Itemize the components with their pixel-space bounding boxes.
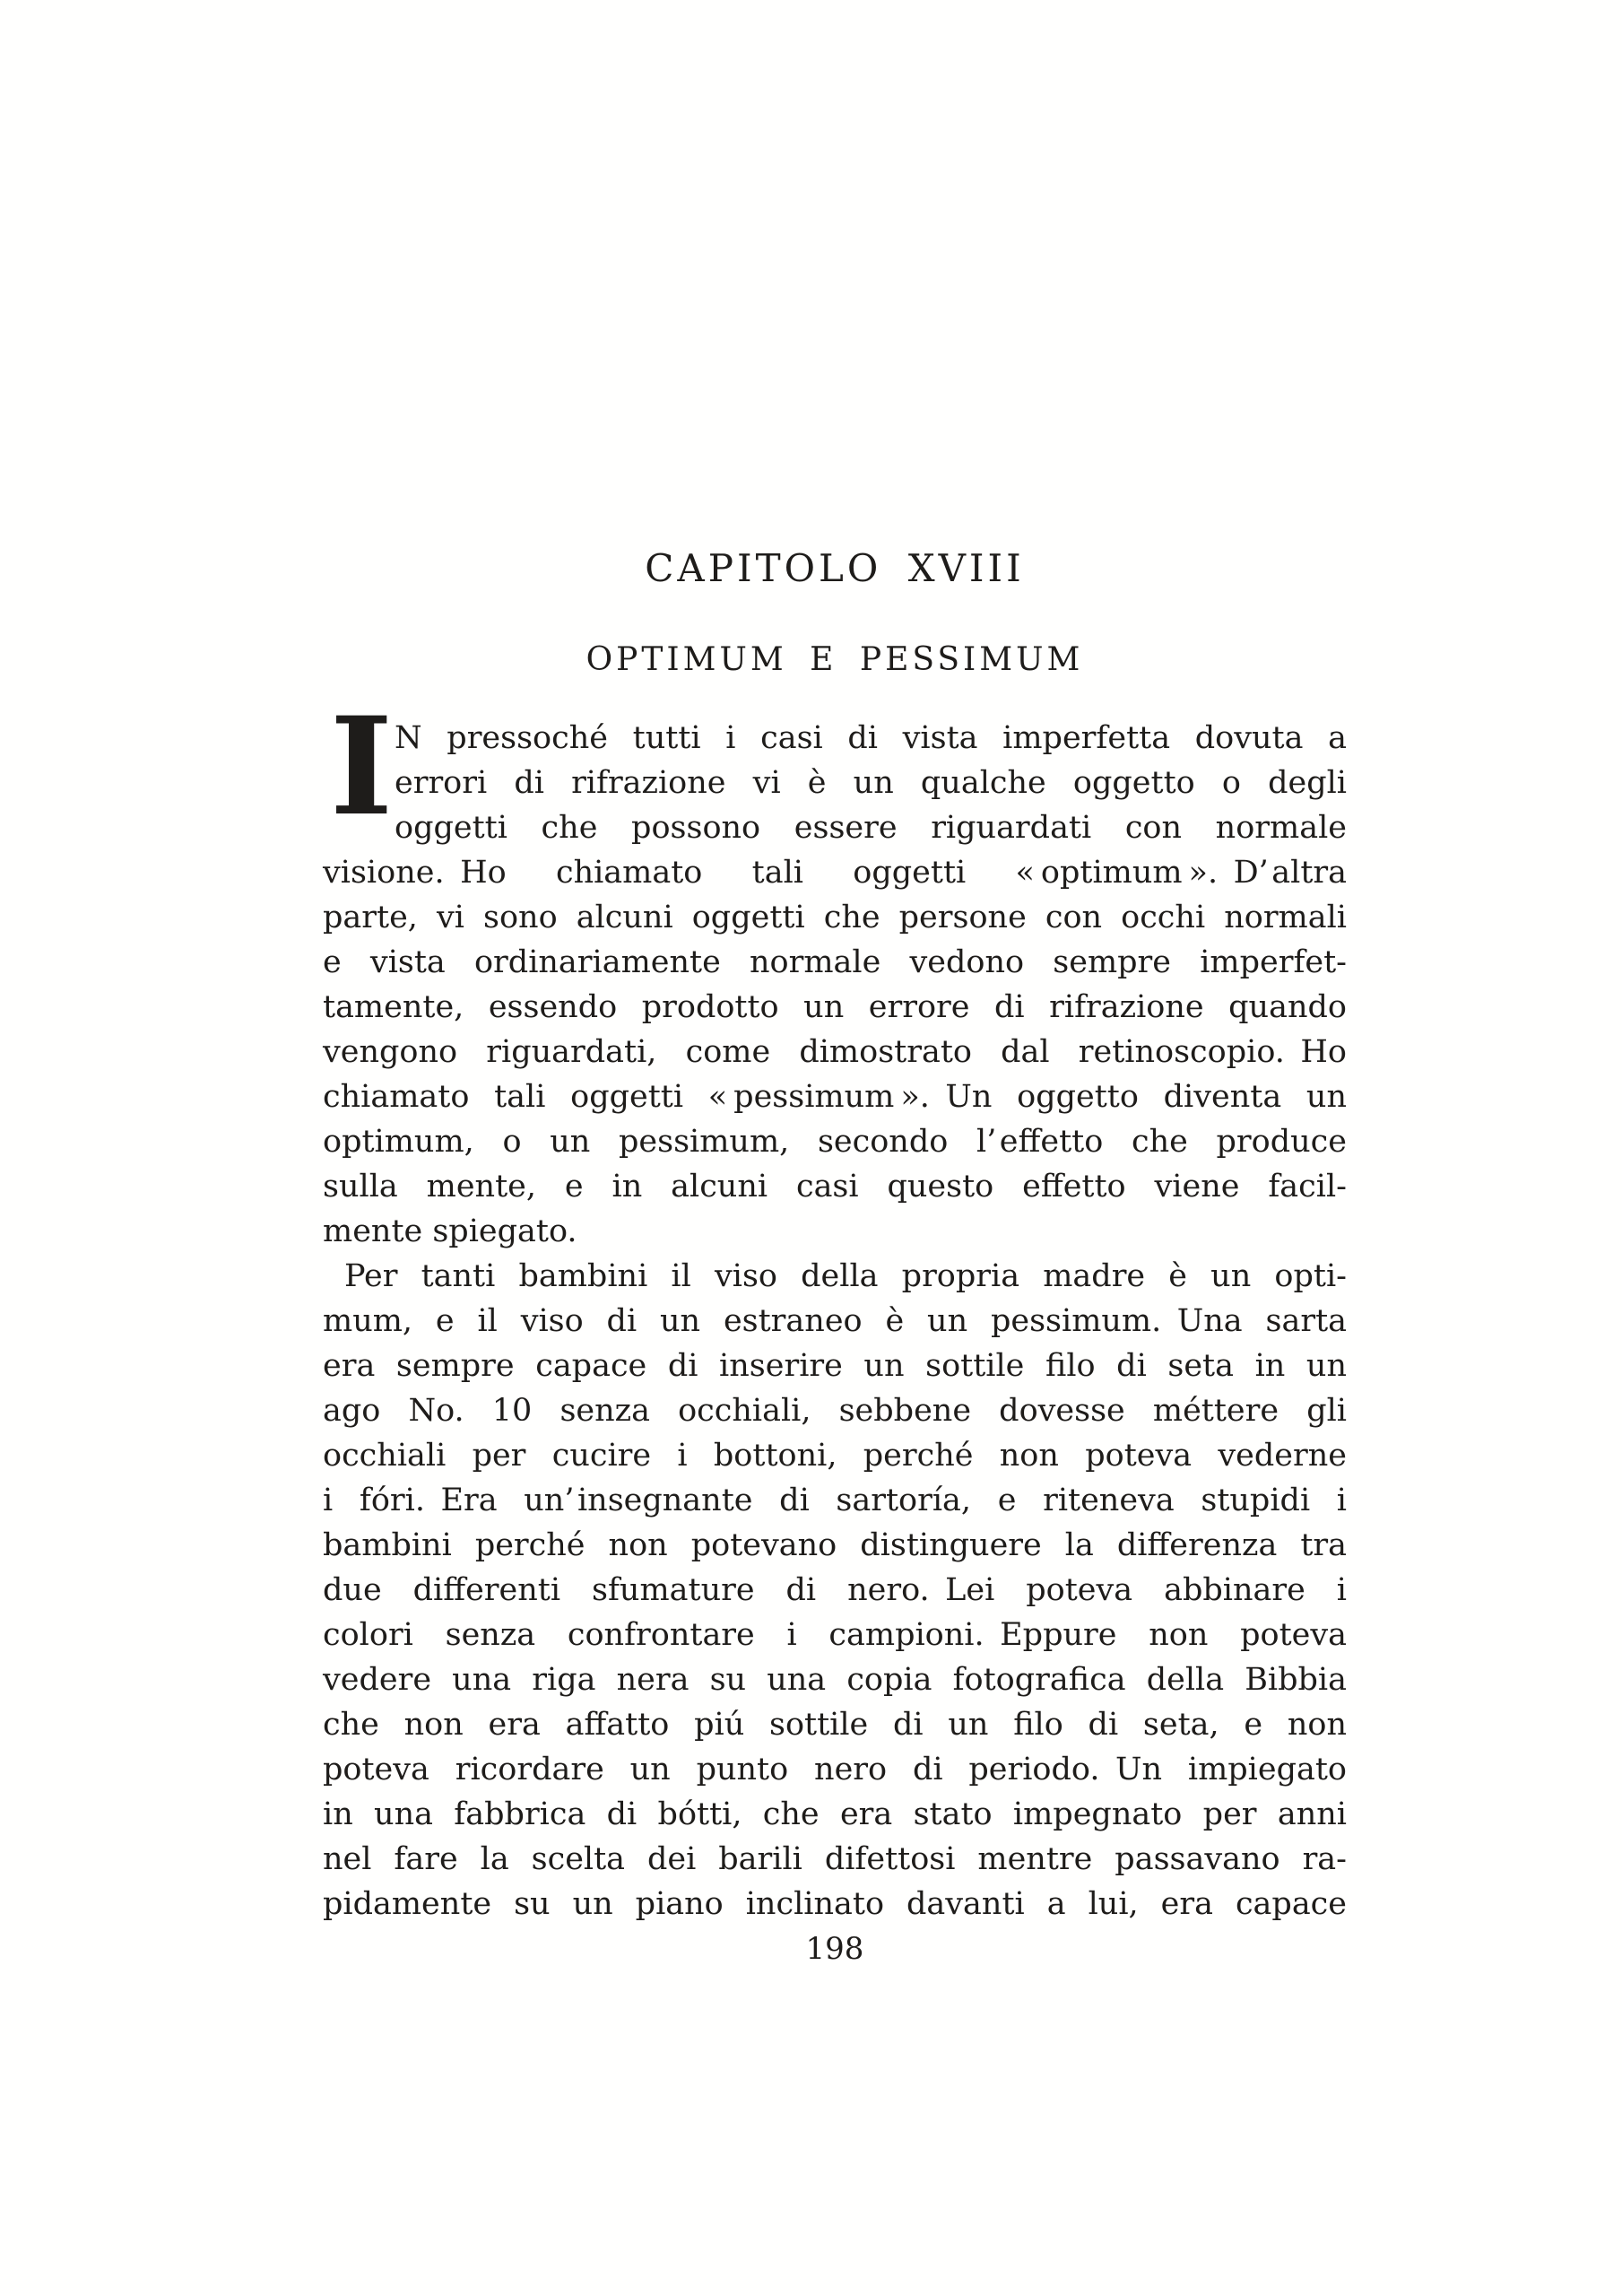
text-line: tamente, essendo prodotto un errore di rifrazione quando [323, 989, 1347, 1025]
body-text [323, 688, 1347, 1926]
text-line: e vista ordinariamente normale vedono sempre imperfet- [323, 944, 1347, 980]
text-line: due differenti sfumature di nero. Lei poteva abbinare i [323, 1572, 1347, 1608]
text-line: parte, vi sono alcuni oggetti che persone con occhi normali [323, 900, 1347, 935]
section-title: OPTIMUM E PESSIMUM [585, 641, 1084, 678]
text-line: poteva ricordare un punto nero di periodo. Un impiegato [323, 1752, 1347, 1787]
text-line: ago No. 10 senza occhiali, sebbene dovesse méttere gli [323, 1393, 1347, 1429]
text-line: errori di rifrazione vi è un qualche oggetto o degli [395, 765, 1347, 801]
text-line: era sempre capace di inserire un sottile filo di seta in un [323, 1348, 1347, 1384]
page-number: 198 [805, 1931, 864, 1967]
text-line: visione. Ho chiamato tali oggetti « optimum ». D’ altra [323, 855, 1347, 891]
text-line: in una fabbrica di bótti, che era stato impegnato per anni [323, 1796, 1347, 1832]
drop-cap-letter: I [330, 688, 394, 846]
text-line: occhiali per cucire i bottoni, perché non poteva vederne [323, 1438, 1347, 1474]
text-line: chiamato tali oggetti « pessimum ». Un oggetto diventa un [323, 1079, 1347, 1115]
text-line: mum, e il viso di un estraneo è un pessimum. Una sarta [323, 1303, 1347, 1339]
text-line: colori senza confrontare i campioni. Eppure non poteva [323, 1617, 1347, 1653]
text-line: i fóri. Era un’ insegnante di sartoría, e riteneva stupidi i [323, 1483, 1347, 1518]
text-line: vengono riguardati, come dimostrato dal retinoscopio. Ho [323, 1034, 1347, 1070]
text-line: che non era affatto piú sottile di un filo di seta, e non [323, 1707, 1347, 1743]
dropcap-lines [323, 716, 1347, 850]
text-line: mente spiegato. [323, 1213, 577, 1249]
chapter-title: CAPITOLO XVIII [645, 546, 1025, 590]
dropcap-paragraph-start [323, 688, 1347, 850]
text-line: oggetti che possono essere riguardati con normale [395, 810, 1347, 846]
body-lines [323, 850, 1347, 1926]
text-line: optimum, o un pessimum, secondo l’ effetto che produce [323, 1124, 1347, 1160]
text-line: nel fare la scelta dei barili difettosi mentre passavano ra- [323, 1841, 1347, 1877]
text-line: bambini perché non potevano distinguere la differenza tra [323, 1527, 1347, 1563]
text-line: N pressoché tutti i casi di vista imperfetta dovuta a [395, 720, 1347, 756]
text-line: pidamente su un piano inclinato davanti a lui, era capace [323, 1886, 1347, 1922]
text-line: vedere una riga nera su una copia fotografica della Bibbia [323, 1662, 1347, 1698]
text-line: sulla mente, e in alcuni casi questo effetto viene facil- [323, 1169, 1347, 1205]
text-line: Per tanti bambini il viso della propria madre è un opti- [344, 1258, 1347, 1294]
